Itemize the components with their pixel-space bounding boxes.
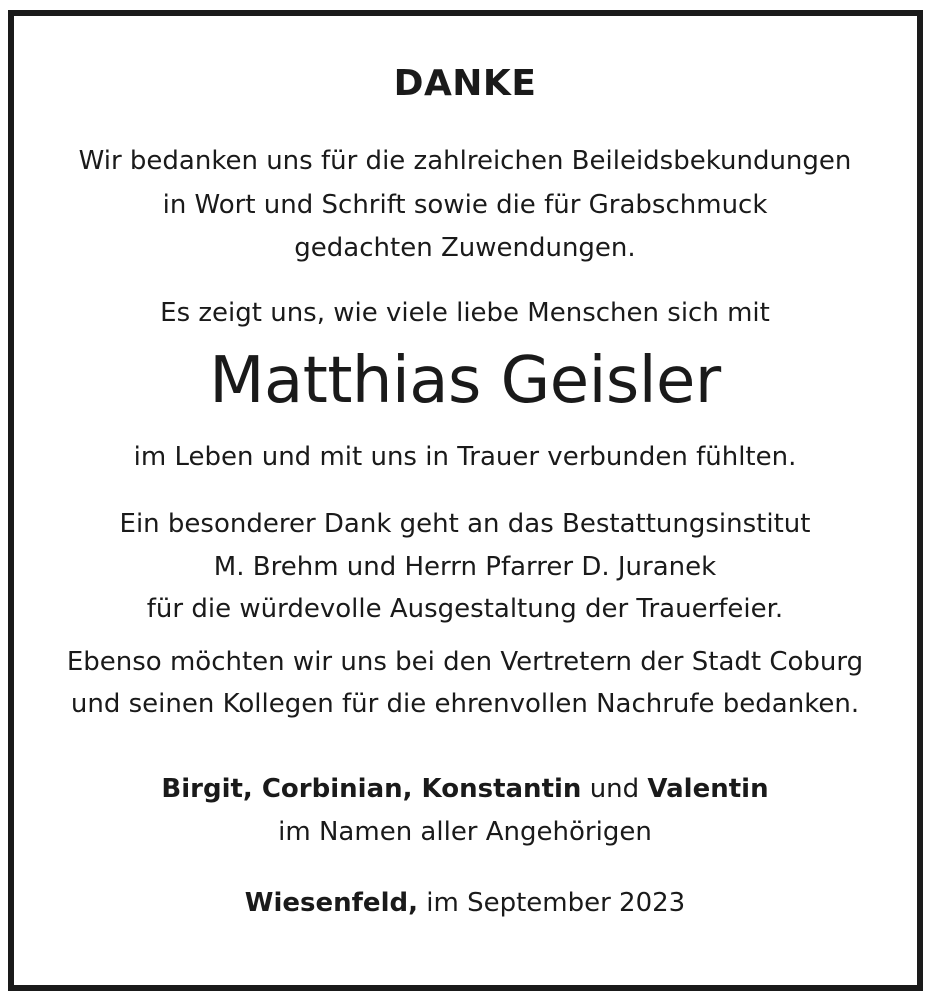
signatories-line (0, 774, 930, 804)
signatories-names: Birgit, Corbinian, Konstantin (161, 774, 582, 804)
after-name-line: im Leben und mit uns in Trauer verbunden fühlten. (133, 442, 797, 472)
paragraph2-line-3: für die würdevolle Ausgestaltung der Trauerfeier. (146, 594, 784, 624)
signatories-last-name: Valentin (647, 774, 769, 804)
intro-line: Es zeigt uns, wie viele liebe Menschen sich mit (160, 298, 770, 328)
signatories-subtitle: im Namen aller Angehörigen (278, 817, 652, 847)
place-date-line (0, 888, 930, 918)
place: Wiesenfeld, (244, 888, 418, 918)
notice-heading: DANKE (393, 63, 537, 104)
deceased-name: Matthias Geisler (209, 344, 721, 418)
paragraph2-line-1: Ein besonderer Dank geht an das Bestattungsinstitut (119, 509, 811, 539)
paragraph1-line-2: in Wort und Schrift sowie die für Grabschmuck (162, 190, 768, 220)
paragraph1-line-1: Wir bedanken uns für die zahlreichen Beileidsbekundungen (78, 146, 852, 176)
signatories-conjunction: und (589, 774, 640, 804)
date: im September 2023 (426, 888, 686, 918)
paragraph3-line-2: und seinen Kollegen für die ehrenvollen Nachrufe bedanken. (70, 689, 860, 719)
paragraph3-line-1: Ebenso möchten wir uns bei den Vertretern der Stadt Coburg (66, 647, 864, 677)
paragraph1-line-3: gedachten Zuwendungen. (294, 233, 636, 263)
paragraph2-line-2: M. Brehm und Herrn Pfarrer D. Juranek (213, 552, 717, 582)
